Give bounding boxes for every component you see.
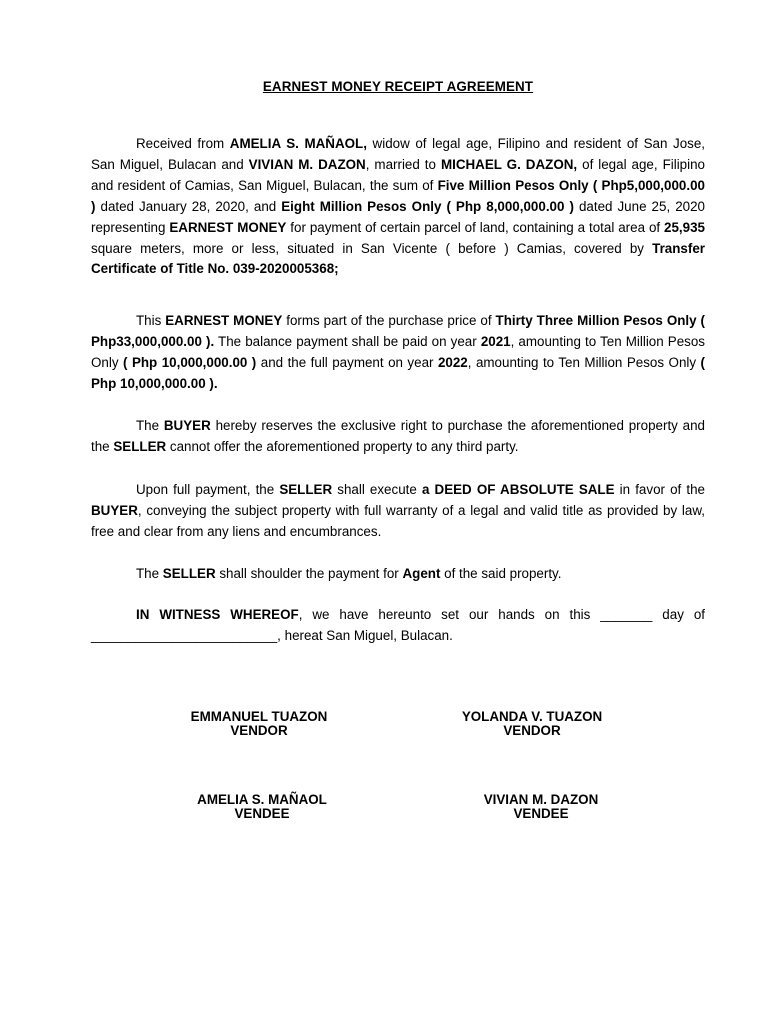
bold-text: Agent bbox=[402, 566, 441, 581]
bold-text: Thirty Three Million Pesos Only ( Php33,000,000.00 ). bbox=[91, 313, 705, 349]
text: shall execute bbox=[332, 482, 422, 497]
paragraph-witness bbox=[91, 605, 705, 647]
bold-text: 2022 bbox=[437, 354, 468, 370]
text: , conveying the subject property with full warranty of a legal and valid title as provided by law, free and clear from any liens and encumbrances. bbox=[91, 502, 705, 539]
text: This bbox=[136, 313, 166, 328]
bold-text: SELLER bbox=[113, 438, 167, 454]
signatory-role: VENDOR bbox=[503, 723, 561, 738]
bold-text: ( Php 10,000,000.00 ) bbox=[123, 354, 257, 370]
bold-text: a DEED OF ABSOLUTE SALE bbox=[421, 482, 615, 497]
bold-text: EARNEST MONEY bbox=[169, 219, 287, 235]
bold-text: SELLER bbox=[162, 566, 216, 581]
text: in favor of the bbox=[614, 482, 705, 497]
signatory-name: AMELIA S. MAÑAOL bbox=[197, 792, 327, 807]
text: shall shoulder the payment for bbox=[215, 566, 403, 581]
text: widow of legal age, Filipino and resident of San Jose, San Miguel, Bulacan and bbox=[91, 136, 706, 172]
bold-text: Five Million Pesos Only ( Php5,000,000.00 ) bbox=[91, 177, 705, 214]
text: The balance payment shall be paid on year bbox=[214, 333, 481, 349]
text: The bbox=[136, 418, 164, 433]
bold-text: Eight Million Pesos Only ( Php 8,000,000.00 ) bbox=[281, 198, 574, 214]
signatory-name: VIVIAN M. DAZON bbox=[483, 792, 599, 807]
paragraph-deed-of-sale bbox=[91, 480, 705, 543]
signatory-role: VENDOR bbox=[230, 723, 288, 738]
text: of legal age, Filipino and resident of Camias, San Miguel, Bulacan, the sum of bbox=[91, 156, 705, 193]
bold-text: BUYER bbox=[163, 418, 211, 433]
bold-text: ( Php 10,000,000.00 ). bbox=[91, 354, 705, 391]
text: forms part of the purchase price of bbox=[282, 313, 496, 328]
text: dated January 28, 2020, and bbox=[95, 198, 282, 214]
signatory-role: VENDEE bbox=[513, 806, 569, 821]
bold-text: IN WITNESS WHEREOF bbox=[136, 607, 299, 622]
text: Received from bbox=[136, 136, 230, 151]
signatory-name: EMMANUEL TUAZON bbox=[190, 709, 328, 724]
bold-text: BUYER bbox=[91, 502, 138, 518]
paragraph-receipt bbox=[91, 134, 705, 280]
bold-text: AMELIA S. MAÑAOL, bbox=[229, 136, 367, 151]
bold-text: 2021 bbox=[480, 333, 511, 349]
text: cannot offer the aforementioned property to any third party. bbox=[166, 438, 519, 454]
bold-text: EARNEST MONEY bbox=[165, 313, 283, 328]
paragraph-buyer-rights bbox=[91, 416, 705, 458]
text: dated June 25, 2020 representing bbox=[91, 198, 705, 235]
signatory-name: YOLANDA V. TUAZON bbox=[461, 709, 603, 724]
document-title: EARNEST MONEY RECEIPT AGREEMENT bbox=[262, 79, 534, 94]
text: of the said property. bbox=[440, 566, 562, 581]
text: hereby reserves the exclusive right to purchase the aforementioned property and the bbox=[91, 418, 706, 454]
text: and the full payment on year bbox=[256, 354, 438, 370]
bold-text: VIVIAN M. DAZON bbox=[248, 156, 366, 172]
paragraph-agent-fee bbox=[91, 564, 705, 585]
bold-text: Transfer Certificate of Title No. 039-2020005368; bbox=[91, 240, 705, 277]
signature-block-vendee-2 bbox=[431, 793, 651, 821]
bold-text: MICHAEL G. DAZON, bbox=[440, 156, 578, 172]
signature-block-vendor-2 bbox=[422, 710, 642, 738]
signature-block-vendor-1 bbox=[149, 710, 369, 738]
text: , married to bbox=[365, 156, 441, 172]
text: , we have hereunto set our hands on this _______ day of _________________________, hereat San Miguel, Bulacan. bbox=[91, 607, 705, 643]
signatory-role: VENDEE bbox=[234, 806, 290, 821]
text: , amounting to Ten Million Pesos Only bbox=[467, 354, 701, 370]
bold-text: SELLER bbox=[279, 482, 333, 497]
bold-text: 25,935 bbox=[664, 219, 705, 235]
text: square meters, more or less, situated in San Vicente ( before ) Camias, covered by bbox=[91, 240, 653, 256]
text: , amounting to Ten Million Pesos Only bbox=[91, 333, 705, 370]
text: The bbox=[136, 566, 163, 581]
signature-block-vendee-1 bbox=[152, 793, 372, 821]
text: for payment of certain parcel of land, containing a total area of bbox=[286, 219, 665, 235]
paragraph-purchase-price bbox=[91, 311, 705, 395]
text: Upon full payment, the bbox=[136, 482, 280, 497]
